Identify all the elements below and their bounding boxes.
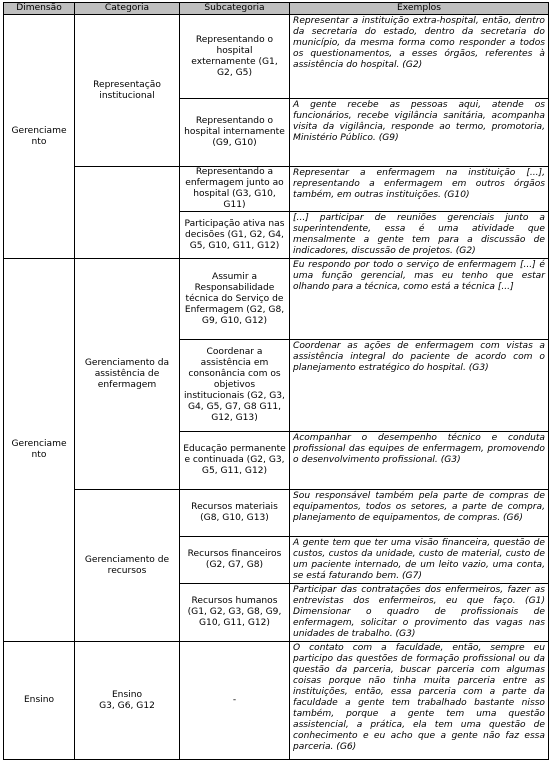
table-row xyxy=(4,490,549,537)
table-row xyxy=(4,15,549,99)
subcategory-cell: - xyxy=(180,642,290,760)
subcategory-cell: Representando a enfermagem junto ao hospital (G3, G10, G11) xyxy=(180,167,290,212)
categories-table xyxy=(3,2,549,760)
example-cell: Acompanhar o desempenho técnico e conduta profissional das equipes de enfermagem, promovendo o desenvolvimento profissional. (G3) xyxy=(290,432,549,490)
subcategory-cell: Recursos financeiros (G2, G7, G8) xyxy=(180,537,290,584)
example-cell: Representar a instituição extra-hospital, então, dentro da secretaria do estado, dentro da secretaria do município, da mesma forma como responder a todos os questionamentos, a esses órgãos, referentes à assistência do hospital. (G2) xyxy=(290,15,549,99)
subcategory-cell: Educação permanente e continuada (G2, G3, G5, G11, G12) xyxy=(180,432,290,490)
example-cell: Participar das contratações dos enfermeiros, fazer as entrevistas dos enfermeiros, eu que faço. (G1) Dimensionar o quadro de profissionais de enfermagem, solicitar o provimento das vagas nas unidades de trabalho. (G3) xyxy=(290,584,549,642)
example-cell: Sou responsável também pela parte de compras de equipamentos, todos os setores, a parte de compra, planejamento de equipamentos, de compras. (G6) xyxy=(290,490,549,537)
subcategory-cell: Participação ativa nas decisões (G1, G2, G4, G5, G10, G11, G12) xyxy=(180,212,290,259)
subcategory-cell: Representando o hospital internamente (G9, G10) xyxy=(180,99,290,167)
example-cell: Coordenar as ações de enfermagem com vistas a assistência integral do paciente de acordo com o planejamento estratégico do hospital. (G3) xyxy=(290,340,549,432)
table-row xyxy=(4,259,549,340)
subcategory-cell: Representando o hospital externamente (G1, G2, G5) xyxy=(180,15,290,99)
header-row xyxy=(4,3,549,15)
category-cell-empty xyxy=(75,167,180,259)
dimension-cell: Ensino xyxy=(4,642,75,760)
category-cell: Ensino G3, G6, G12 xyxy=(75,642,180,760)
header-subcategory: Subcategoria xyxy=(180,3,290,15)
dimension-cell: Gerenciame nto xyxy=(4,259,75,642)
header-dimension: Dimensão xyxy=(4,3,75,15)
example-cell: A gente tem que ter uma visão financeira, questão de custos, custos da unidade, custo de material, custo de um paciente internado, de um leito vazio, uma conta, se está faturando bem. (G7) xyxy=(290,537,549,584)
subcategory-cell: Recursos materiais (G8, G10, G13) xyxy=(180,490,290,537)
table-row xyxy=(4,167,549,212)
table-row xyxy=(4,642,549,760)
example-cell: Representar a enfermagem na instituição [...], representando a enfermagem em outros órgãos também, em outras instituições. (G10) xyxy=(290,167,549,212)
category-cell: Gerenciamento de recursos xyxy=(75,490,180,642)
example-cell: Eu respondo por todo o serviço de enfermagem [...] é uma função gerencial, mas eu tenho que estar olhando para a técnica, como está a técnica [...] xyxy=(290,259,549,340)
category-cell: Gerenciamento da assistência de enfermagem xyxy=(75,259,180,490)
header-examples: Exemplos xyxy=(290,3,549,15)
example-cell: O contato com a faculdade, então, sempre eu participo das questões de formação profissional ou da questão da parceria, buscar parceria com algumas coisas porque não tinha muita parceria entre as instituições, então, essa parceria com a parte da faculdade a gente tem trabalhado bastante nisso também, porque a gente tem uma questão assistencial, a prática, ela tem uma questão de conhecimento e eu acho que a gente não faz essa parceria. (G6) xyxy=(290,642,549,760)
category-cell: Representação institucional xyxy=(75,15,180,167)
example-cell: [...] participar de reuniões gerenciais junto a superintendente, essa é uma atividade que mensalmente a gente tem para a discussão de indicadores, discussão de projetos. (G2) xyxy=(290,212,549,259)
subcategory-cell: Assumir a Responsabilidade técnica do Serviço de Enfermagem (G2, G8, G9, G10, G12) xyxy=(180,259,290,340)
example-cell: A gente recebe as pessoas aqui, atende os funcionários, recebe vigilância sanitária, acompanha visita da vigilância, responde ao termo, promotoria, Ministério Público. (G9) xyxy=(290,99,549,167)
subcategory-cell: Coordenar a assistência em consonância com os objetivos institucionais (G2, G3, G4, G5, G7, G8 G11, G12, G13) xyxy=(180,340,290,432)
subcategory-cell: Recursos humanos (G1, G2, G3, G8, G9, G10, G11, G12) xyxy=(180,584,290,642)
header-category: Categoria xyxy=(75,3,180,15)
dimension-cell: Gerenciame nto xyxy=(4,15,75,259)
